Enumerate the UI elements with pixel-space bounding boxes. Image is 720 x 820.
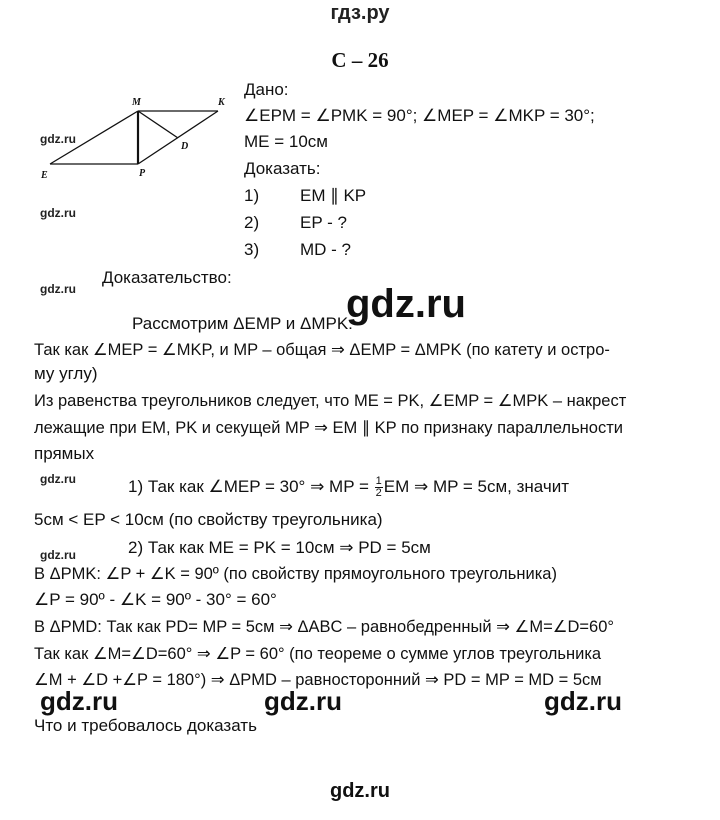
proof-step-1	[128, 476, 569, 499]
watermark: gdz.ru	[40, 548, 76, 562]
watermark-large: gdz.ru	[346, 282, 466, 326]
prove-item-3-text: MD - ?	[300, 240, 351, 259]
watermark-large: gdz.ru	[544, 686, 622, 716]
label-m: M	[132, 97, 141, 108]
proof-line-13: ∠M + ∠D +∠P = 180°) ⇒ ΔPMD – равносторонний ⇒ PD = MP = MD = 5см	[34, 671, 602, 689]
watermark-large: gdz.ru	[264, 686, 342, 716]
fraction-numerator: 1	[375, 475, 382, 487]
given-line-1: ∠EPM = ∠PMK = 90°; ∠MEP = ∠MKP = 30°;	[244, 106, 595, 125]
section-title: С – 26	[331, 48, 389, 72]
proof-line-9: В ΔPMK: ∠P + ∠K = 90º (по свойству прямоугольного треугольника)	[34, 565, 557, 583]
watermark: gdz.ru	[40, 132, 76, 146]
proof-step-2: 2) Так как ME = PK = 10см ⇒ PD = 5см	[128, 538, 431, 557]
prove-item-2-num: 2)	[244, 213, 260, 232]
proof-line-2: му углу)	[34, 364, 98, 383]
proof-title: Доказательство:	[102, 268, 232, 287]
proof-step-1-before: 1) Так как ∠MEP = 30° ⇒ MP =	[128, 476, 374, 496]
prove-title: Доказать:	[244, 159, 321, 178]
proof-line-1: Так как ∠MEP = ∠MKP, и MP – общая ⇒ ΔEMP = ΔMPK (по катету и остро-	[34, 341, 610, 359]
proof-line-10: ∠P = 90º - ∠K = 90º - 30° = 60°	[34, 590, 277, 609]
watermark-footer: gdz.ru	[330, 780, 390, 802]
prove-item-1-num: 1)	[244, 186, 260, 205]
segment-md	[138, 111, 178, 138]
proof-conclusion: Что и требовалось доказать	[34, 716, 257, 735]
site-header: гдз.ру	[330, 2, 390, 24]
proof-consider: Рассмотрим ΔEMP и ΔMPK:	[132, 314, 353, 333]
label-d: D	[181, 141, 189, 152]
proof-line-5: прямых	[34, 444, 95, 463]
label-p: P	[139, 168, 146, 179]
prove-item-3-num: 3)	[244, 240, 260, 259]
label-e: E	[41, 170, 48, 181]
watermark: gdz.ru	[40, 206, 76, 220]
proof-line-4: лежащие при EM, PK и секущей MP ⇒ EM ∥ KP по признаку параллельности	[34, 419, 623, 437]
given-title: Дано:	[244, 80, 289, 99]
label-k: K	[218, 97, 225, 108]
proof-line-7: 5см < EP < 10см (по свойству треугольника)	[34, 510, 383, 529]
fraction-denominator: 2	[375, 487, 382, 499]
watermark: gdz.ru	[40, 472, 76, 486]
proof-line-12: Так как ∠M=∠D=60° ⇒ ∠P = 60° (по теореме о сумме углов треугольника	[34, 645, 602, 663]
proof-step-1-after: EM ⇒ MP = 5см, значит	[383, 476, 569, 496]
proof-line-3: Из равенства треугольников следует, что ME = PK, ∠EMP = ∠MPK – накрест	[34, 392, 627, 410]
fraction-one-half	[375, 476, 383, 499]
proof-line-11: В ΔPMD: Так как PD= MP = 5см ⇒ ΔABC – равнобедренный ⇒ ∠M=∠D=60°	[34, 618, 615, 636]
watermark-large: gdz.ru	[40, 686, 118, 716]
watermark: gdz.ru	[40, 282, 76, 296]
prove-item-1-text: EM ∥ KP	[300, 186, 367, 205]
prove-item-2-text: EP - ?	[300, 213, 347, 232]
given-line-2: ME = 10см	[244, 132, 328, 151]
